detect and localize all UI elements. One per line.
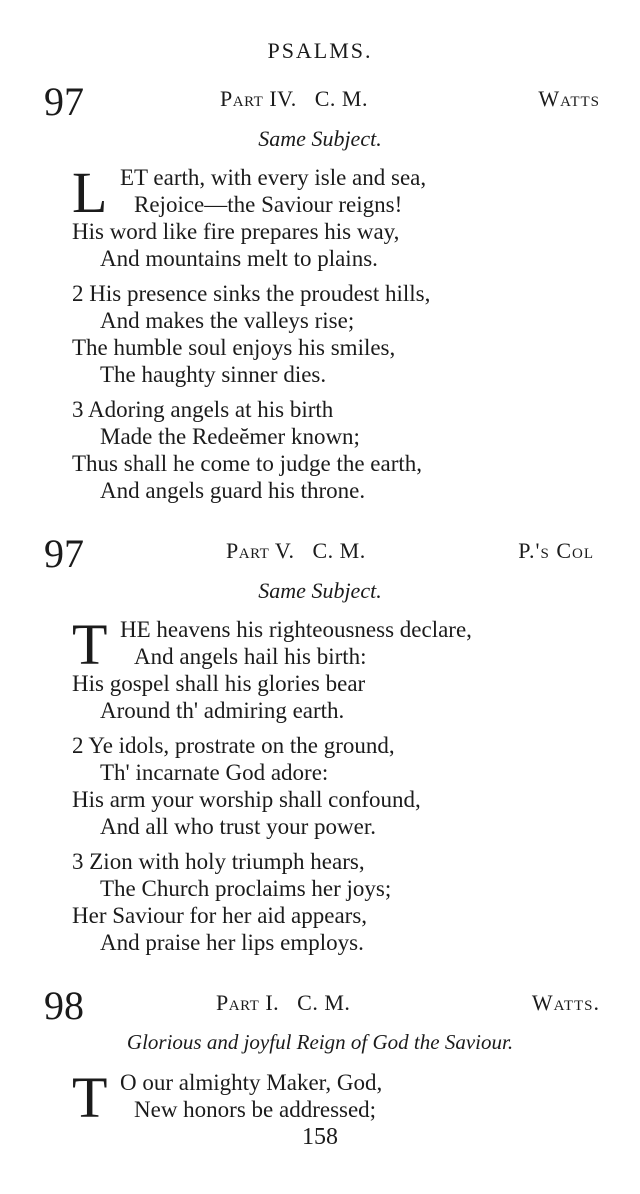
verse-line: And angels hail his birth: — [134, 644, 367, 669]
running-head: PSALMS. — [267, 38, 373, 63]
verse-line: And mountains melt to plains. — [100, 246, 378, 271]
drop-cap: T — [72, 612, 108, 677]
verse-1 — [72, 160, 640, 272]
page-number: 158 — [302, 1124, 338, 1150]
verse-line: 2 Ye idols, prostrate on the ground, — [72, 733, 395, 758]
verse-line: His arm your worship shall confound, — [72, 787, 421, 812]
verse-line: Thus shall he come to judge the earth, — [72, 451, 423, 476]
verse-1 — [72, 1065, 640, 1130]
verse-1 — [72, 612, 640, 724]
hymn-header — [0, 532, 640, 576]
hymn-97-part-v — [0, 532, 640, 956]
hymn-subject: Glorious and joyful Reign of God the Saviour. — [126, 1030, 514, 1054]
verse-line: New honors be addressed; — [134, 1097, 377, 1122]
hymn-number: 97 — [44, 79, 84, 124]
verse-line: O our almighty Maker, God, — [120, 1070, 383, 1095]
drop-cap: T — [72, 1065, 108, 1130]
verse-line: The humble soul enjoys his smiles, — [72, 335, 396, 360]
verse-line: And makes the valleys rise; — [100, 308, 355, 333]
meter-label: C. M. — [297, 990, 351, 1015]
meter-label: C. M. — [312, 538, 366, 563]
verse-line: 3 Zion with holy triumph hears, — [72, 849, 365, 874]
verse-line: Th' incarnate God adore: — [100, 760, 329, 785]
verse-line: Around th' admiring earth. — [100, 698, 345, 723]
verse-3 — [72, 848, 640, 956]
verse-line: Made the Redeĕmer known; — [100, 424, 360, 449]
verse-line: And praise her lips employs. — [100, 930, 364, 955]
part-label: Part V. — [226, 538, 295, 563]
verse-line: His gospel shall his glories bear — [72, 671, 366, 696]
hymn-author: Watts. — [531, 990, 600, 1015]
verse-line: And angels guard his throne. — [100, 478, 366, 503]
verse-line: Rejoice—the Saviour reigns! — [134, 192, 403, 217]
hymn-header — [0, 984, 640, 1028]
verse-line: HE heavens his righteousness declare, — [120, 617, 472, 642]
hymn-part — [220, 86, 368, 112]
hymn-author: P.'s Col — [518, 538, 594, 563]
verse-line: Her Saviour for her aid appears, — [72, 903, 368, 928]
verse-2 — [72, 280, 640, 388]
hymn-subject: Same Subject. — [258, 578, 382, 603]
part-label: Part I. — [216, 990, 280, 1015]
part-label: Part IV. — [220, 86, 297, 111]
hymn-author: Watts — [538, 86, 600, 111]
verse-line: ET earth, with every isle and sea, — [120, 165, 427, 190]
hymn-header — [0, 80, 640, 124]
hymn-part — [216, 990, 350, 1016]
hymn-number: 98 — [44, 983, 84, 1028]
hymn-part — [226, 538, 366, 564]
hymn-97-part-iv — [0, 80, 640, 504]
verse-line: And all who trust your power. — [100, 814, 376, 839]
drop-cap: L — [72, 160, 108, 225]
meter-label: C. M. — [314, 86, 368, 111]
verse-line: 3 Adoring angels at his birth — [72, 397, 334, 422]
verse-line: The haughty sinner dies. — [100, 362, 327, 387]
verse-line: The Church proclaims her joys; — [100, 876, 392, 901]
verse-line: 2 His presence sinks the proudest hills, — [72, 281, 431, 306]
hymn-subject: Same Subject. — [258, 126, 382, 151]
verse-3 — [72, 396, 640, 504]
hymn-98-part-i — [0, 983, 640, 1130]
verse-line: His word like fire prepares his way, — [72, 219, 400, 244]
verse-2 — [72, 732, 640, 840]
hymn-number: 97 — [44, 531, 84, 576]
